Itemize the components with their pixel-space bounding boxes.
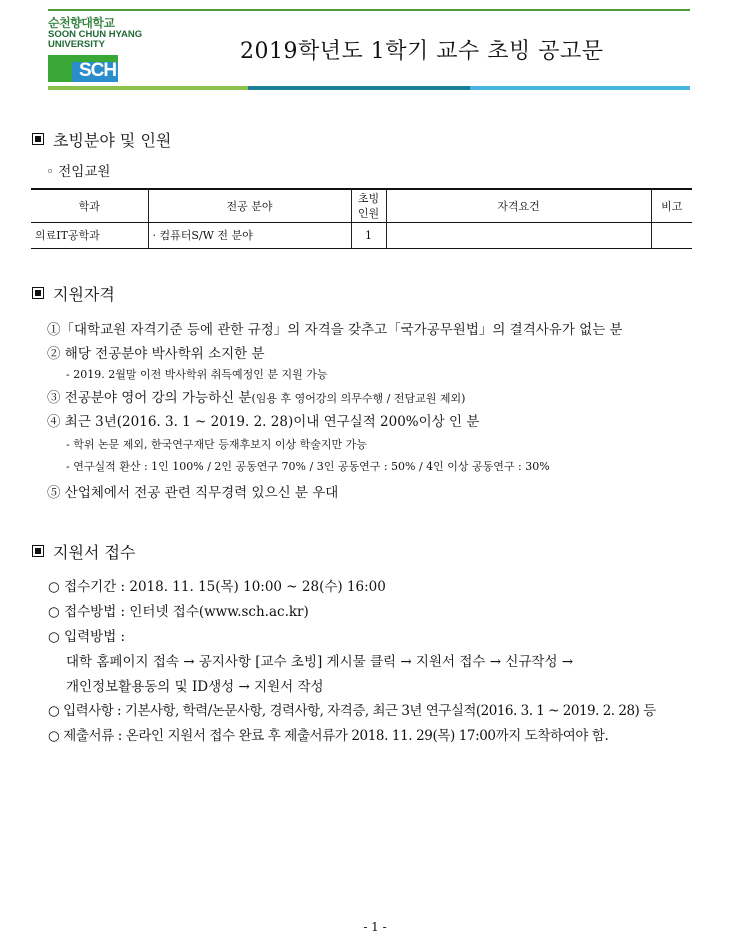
input-items: ○ 입력사항 : 기본사항, 학력/논문사항, 경력사항, 자격증, 최근 3년 연구실적(2016. 3. 1 ~ 2019. 2. 28) 등 [48, 703, 656, 719]
checkbox-square-icon [32, 133, 44, 145]
eligibility-note-4a: - 학위 논문 제외, 한국연구재단 등재후보지 이상 학술지만 가능 [66, 438, 367, 451]
cell-dept: 의료IT공학과 [31, 222, 148, 248]
header-qualification: 자격요건 [386, 189, 651, 222]
application-period: ○ 접수기간 : 2018. 11. 15(목) 10:00 ~ 28(수) 16:00 [48, 579, 386, 595]
header-count-line-2: 인원 [357, 206, 380, 220]
eligibility-item-3-text: ③ 전공분야 영어 강의 가능하신 분 [47, 390, 252, 406]
eligibility-item-4: ④ 최근 3년(2016. 3. 1 ~ 2019. 2. 28)이내 연구실적 200%이상 인 분 [47, 414, 480, 430]
logo-english-line-1: SOON CHUN HYANG [48, 29, 143, 40]
header-dept: 학과 [31, 189, 148, 222]
header-band-teal [248, 86, 470, 90]
recruitment-table [31, 188, 692, 249]
header-band-sky [470, 86, 690, 90]
logo-mark-text: SCH [79, 60, 117, 81]
table-row [31, 222, 692, 248]
checkbox-square-icon [32, 545, 44, 557]
cell-field: · 컴퓨터S/W 전 분야 [148, 222, 351, 248]
header-count [351, 189, 386, 222]
logo-english-name [48, 30, 142, 50]
page-title: 2019학년도 1학기 교수 초빙 공고문 [240, 39, 604, 64]
checkbox-square-icon [32, 287, 44, 299]
eligibility-item-3-note: (임용 후 영어강의 의무수행 / 전담교원 제외) [251, 392, 466, 405]
eligibility-note-2: - 2019. 2월말 이전 박사학위 취득예정인 분 지원 가능 [66, 368, 328, 381]
header-note: 비고 [651, 189, 692, 222]
header-top-rule [48, 9, 690, 11]
cell-count: 1 [351, 222, 386, 248]
table-header-row [31, 189, 692, 222]
section-heading-text: 초빙분야 및 인원 [53, 131, 172, 150]
logo-korean-name: 순천향대학교 [48, 16, 115, 30]
eligibility-item-3 [47, 386, 465, 406]
section-heading-application [32, 540, 135, 563]
section-heading-recruitment [32, 128, 171, 151]
input-method-step-2: 개인정보활용동의 및 ID생성 → 지원서 작성 [66, 679, 324, 695]
cell-note [651, 222, 692, 248]
section-heading-text: 지원자격 [53, 285, 115, 304]
submission-documents: ○ 제출서류 : 온라인 지원서 접수 완료 후 제출서류가 2018. 11. 29(목) 17:00까지 도착하여야 함. [48, 728, 609, 744]
header-band-green [48, 86, 248, 90]
input-method-label: ○ 입력방법 : [48, 629, 126, 645]
section-heading-text: 지원서 접수 [53, 543, 136, 562]
eligibility-item-5: ⑤ 산업체에서 전공 관련 직무경력 있으신 분 우대 [47, 485, 339, 501]
eligibility-note-4b: - 연구실적 환산 : 1인 100% / 2인 공동연구 70% / 3인 공동연구 : 50% / 4인 이상 공동연구 : 30% [66, 460, 550, 473]
cell-qualification [386, 222, 651, 248]
eligibility-item-2: ② 해당 전공분야 박사학위 소지한 분 [47, 346, 265, 362]
application-method: ○ 접수방법 : 인터넷 접수(www.sch.ac.kr) [48, 604, 309, 620]
logo-english-line-2: UNIVERSITY [48, 39, 106, 50]
header-count-line-1: 초빙 [357, 191, 380, 205]
eligibility-item-1: ①「대학교원 자격기준 등에 관한 규정」의 자격을 갖추고「국가공무원법」의 결격사유가 없는 분 [47, 322, 623, 338]
input-method-step-1: 대학 홈페이지 접속 → 공지사항 [교수 초빙] 게시물 클릭 → 지원서 접수 → 신규작성 → [66, 654, 574, 670]
header-field: 전공 분야 [148, 189, 351, 222]
section-subtitle: ◦ 전임교원 [46, 164, 111, 180]
section-heading-eligibility [32, 282, 115, 305]
page-number: - 1 - [363, 920, 387, 934]
